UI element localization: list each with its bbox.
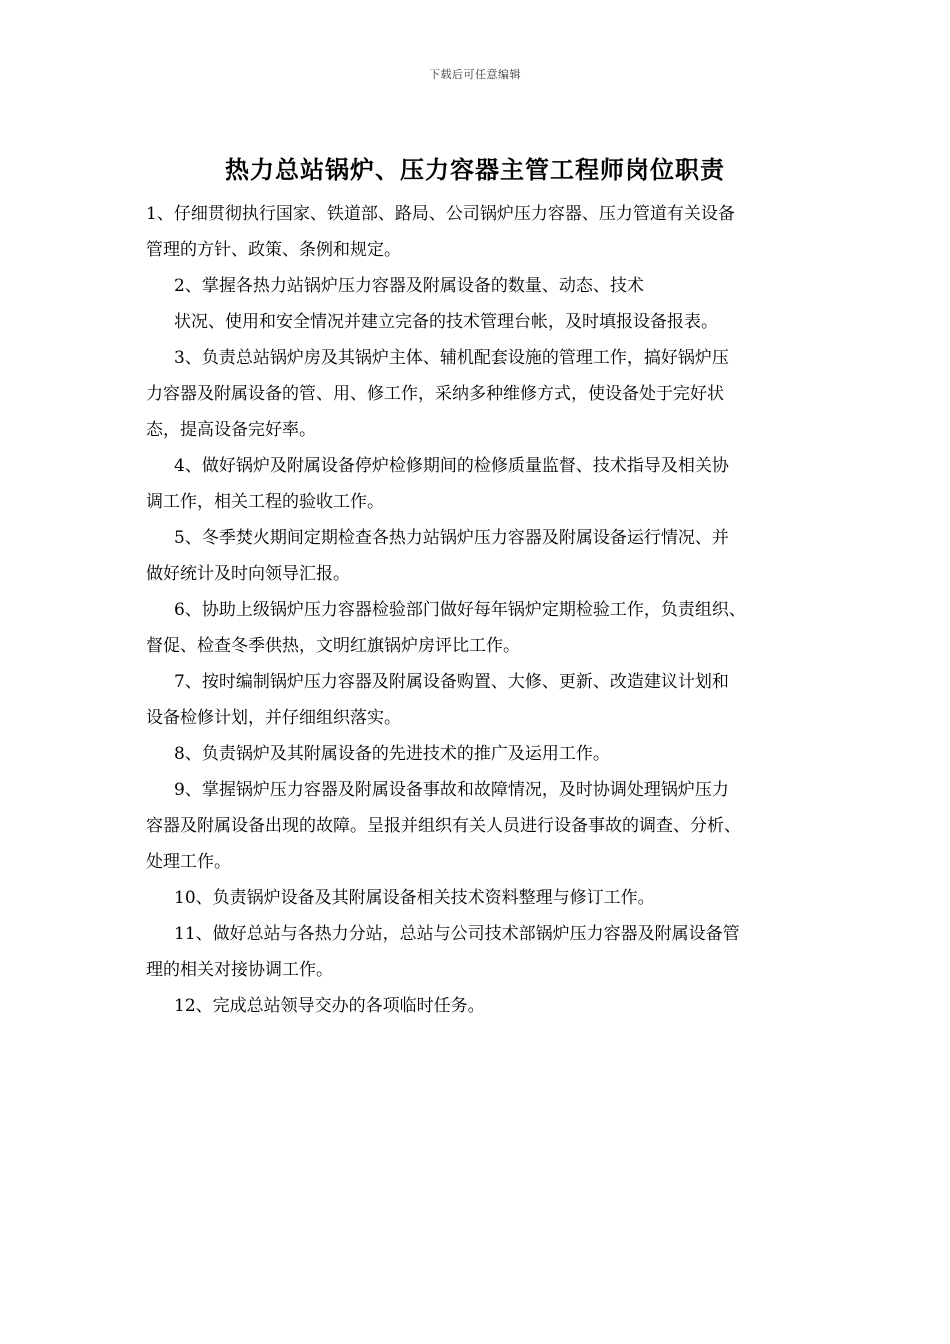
text-line: 6、协助上级锅炉压力容器检验部门做好每年锅炉定期检验工作，负责组织、 — [174, 600, 746, 620]
document-title: 热力总站锅炉、压力容器主管工程师岗位职责 — [225, 155, 725, 184]
text-line: 力容器及附属设备的管、用、修工作，采纳多种维修方式，使设备处于完好状 — [146, 384, 724, 404]
header-note: 下载后可任意编辑 — [429, 68, 521, 81]
text-line: 容器及附属设备出现的故障。呈报并组织有关人员进行设备事故的调查、分析、 — [146, 816, 741, 836]
text-line: 督促、检查冬季供热，文明红旗锅炉房评比工作。 — [146, 636, 520, 656]
text-line: 9、掌握锅炉压力容器及附属设备事故和故障情况，及时协调处理锅炉压力 — [174, 780, 729, 800]
document-body — [146, 196, 818, 1024]
text-line: 5、冬季焚火期间定期检查各热力站锅炉压力容器及附属设备运行情况、并 — [174, 528, 729, 548]
text-line: 调工作，相关工程的验收工作。 — [146, 492, 384, 512]
text-line: 管理的方针、政策、条例和规定。 — [146, 240, 401, 260]
text-line: 11、做好总站与各热力分站，总站与公司技术部锅炉压力容器及附属设备管 — [174, 924, 740, 944]
text-line: 理的相关对接协调工作。 — [146, 960, 333, 980]
text-line: 做好统计及时向领导汇报。 — [146, 564, 350, 584]
text-line: 处理工作。 — [146, 852, 231, 872]
text-line: 3、负责总站锅炉房及其锅炉主体、辅机配套设施的管理工作，搞好锅炉压 — [174, 348, 729, 368]
text-line: 设备检修计划，并仔细组织落实。 — [146, 708, 401, 728]
text-line: 4、做好锅炉及附属设备停炉检修期间的检修质量监督、技术指导及相关协 — [174, 456, 729, 476]
text-line: 2、掌握各热力站锅炉压力容器及附属设备的数量、动态、技术 — [174, 276, 644, 296]
text-line: 1、仔细贯彻执行国家、铁道部、路局、公司锅炉压力容器、压力管道有关设备 — [146, 204, 735, 224]
text-line: 7、按时编制锅炉压力容器及附属设备购置、大修、更新、改造建议计划和 — [174, 672, 729, 692]
text-line: 10、负责锅炉设备及其附属设备相关技术资料整理与修订工作。 — [174, 888, 655, 908]
text-line: 12、完成总站领导交办的各项临时任务。 — [174, 996, 485, 1016]
text-line: 态，提高设备完好率。 — [146, 420, 316, 440]
text-line: 8、负责锅炉及其附属设备的先进技术的推广及运用工作。 — [174, 744, 610, 764]
text-line: 状况、使用和安全情况并建立完备的技术管理台帐，及时填报设备报表。 — [174, 312, 718, 332]
